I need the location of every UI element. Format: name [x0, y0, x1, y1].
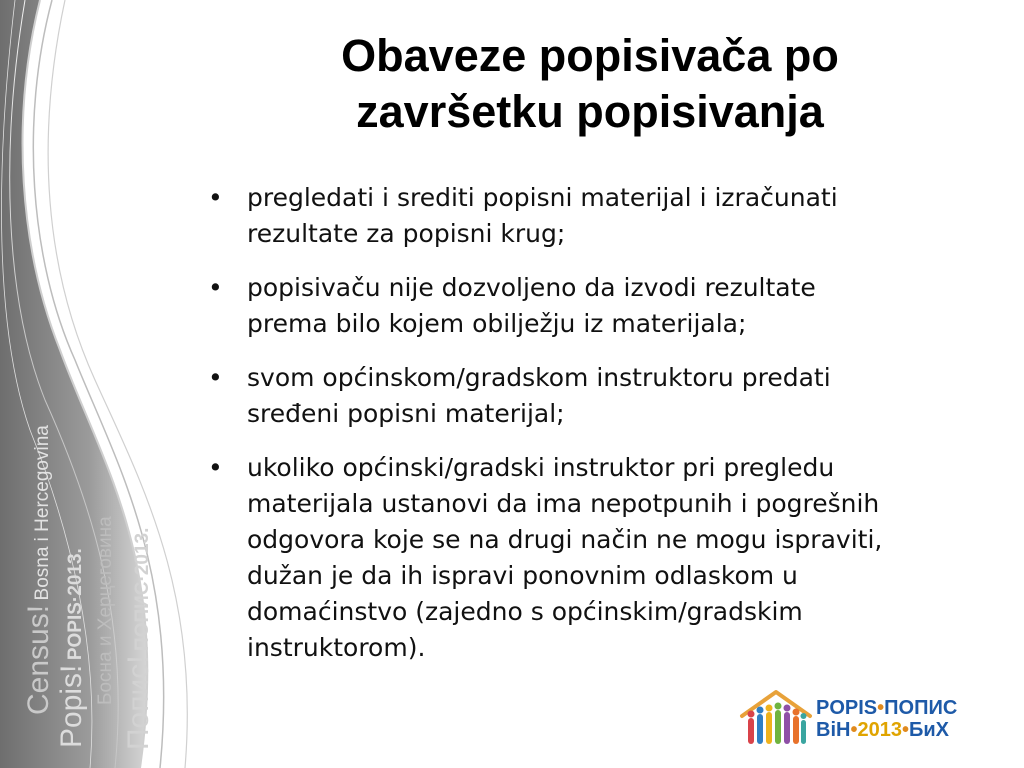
bullet-icon: •	[208, 273, 223, 302]
logo-popis-latin: POPIS	[816, 697, 878, 719]
slide-title	[250, 28, 930, 140]
sidebar-text-col1	[22, 425, 56, 715]
bullet-text: pregledati i srediti popisni materijal i izračunati	[247, 183, 838, 212]
bullet-text: dužan je da ih ispravi ponovnim odlaskom u	[247, 561, 798, 590]
bullet-text: prema bilo kojem obilježju iz materijala;	[247, 309, 747, 338]
logo-year: 2013	[857, 719, 902, 741]
bullet-text: odgovora koje se na drugi način ne mogu ispraviti,	[247, 525, 883, 554]
logo-line2	[816, 720, 957, 740]
logo-popis-cyrillic: ПОПИС	[884, 697, 958, 719]
bullet-text: ukoliko općinski/gradski instruktor pri pregledu	[247, 453, 835, 482]
logo-bih-cyrillic: БиХ	[908, 719, 949, 741]
list-item	[205, 180, 965, 252]
logo-dot: •	[850, 719, 858, 741]
sidebar-popis-cyr-year: ПОПИС·2013.	[132, 527, 153, 651]
bullet-icon: •	[208, 453, 223, 482]
sidebar-popis-label: Popis!	[55, 664, 88, 748]
sidebar-census-label: Census!	[22, 604, 55, 715]
house-people-icon	[738, 688, 814, 750]
logo-line1	[816, 698, 957, 718]
sidebar-text-col2	[55, 548, 89, 748]
decorative-sidebar	[0, 0, 230, 768]
slide-title-line2: završetku popisivanja	[356, 86, 824, 137]
bullet-text: svom općinskom/gradskom instruktoru predati	[247, 363, 831, 392]
bullet-text: sređeni popisni materijal;	[247, 399, 565, 428]
list-item	[205, 360, 965, 432]
logo-text	[816, 698, 957, 740]
sidebar-text-col3	[95, 516, 117, 705]
logo-dot: •	[877, 697, 885, 719]
bullet-text: materijala ustanovi da ima nepotpunih i pogrešnih	[247, 489, 880, 518]
logo-bih-latin: BiH	[816, 719, 851, 741]
census-logo	[738, 688, 988, 752]
bullet-text: rezultate za popisni krug;	[247, 219, 566, 248]
sidebar-text-col4	[122, 528, 156, 750]
bullet-text: popisivaču nije dozvoljeno da izvodi rezultate	[247, 273, 816, 302]
logo-dot: •	[901, 719, 909, 741]
sidebar-popis-year: POPIS·2013.	[65, 548, 86, 661]
sidebar-country-label: Bosna i Hercegovina	[32, 425, 53, 601]
bullet-text: domaćinstvo (zajedno s općinskim/gradskim	[247, 597, 803, 626]
bullet-icon: •	[208, 363, 223, 392]
bullet-text: instruktorom).	[247, 633, 426, 662]
sidebar-country-cyr: Босна и Херцеговина	[95, 516, 116, 705]
bullet-list	[205, 180, 965, 684]
sidebar-popis-cyr-label: Попис!	[122, 655, 155, 750]
slide-title-line1: Obaveze popisivača po	[341, 30, 839, 81]
bullet-icon: •	[208, 183, 223, 212]
list-item	[205, 450, 965, 666]
list-item	[205, 270, 965, 342]
